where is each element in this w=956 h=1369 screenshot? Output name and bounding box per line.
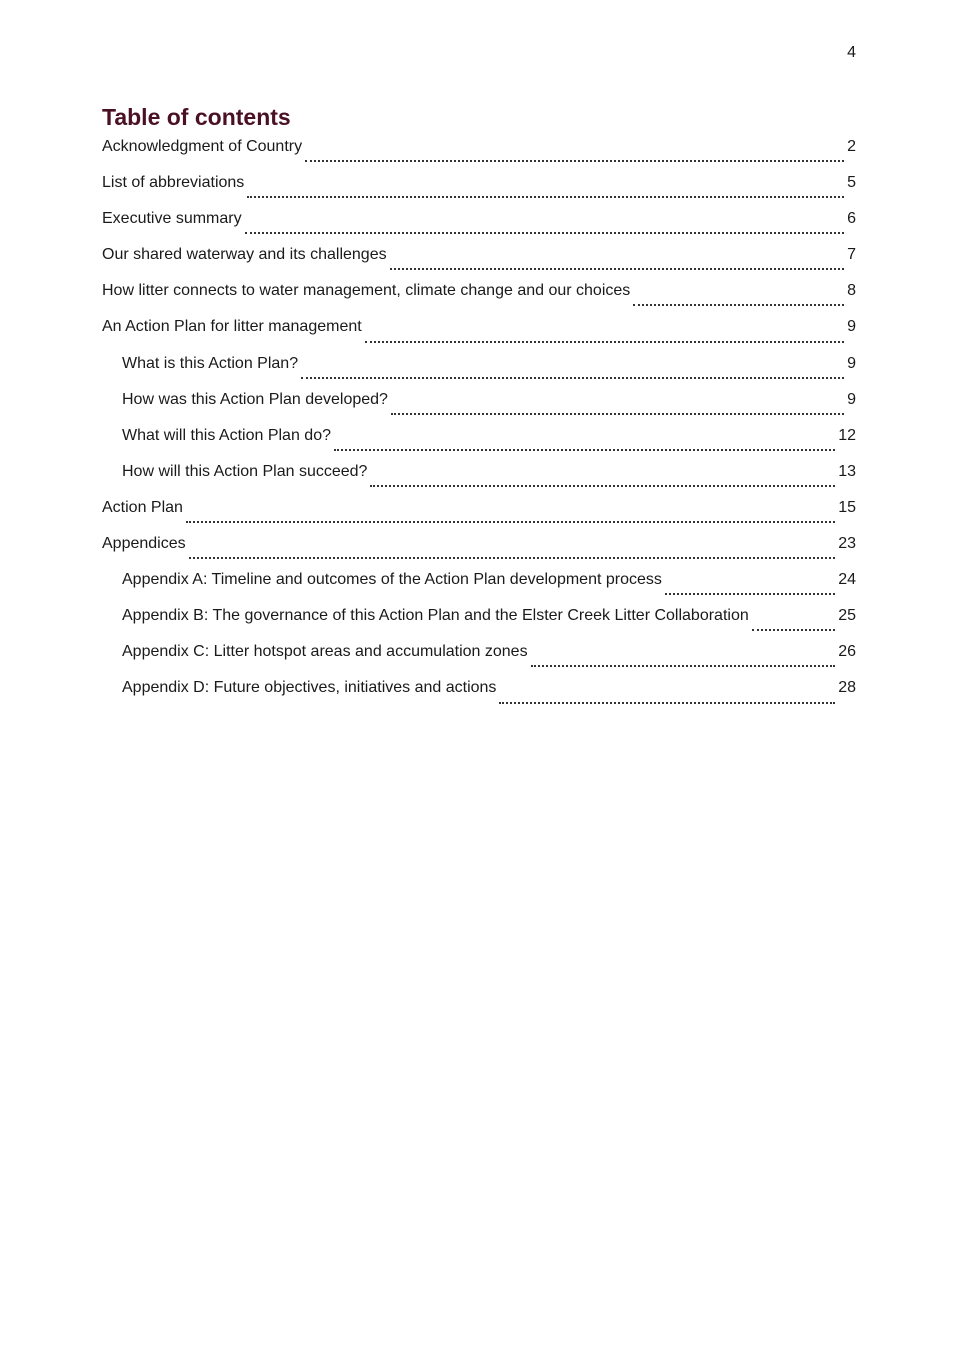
dot-leader bbox=[245, 218, 845, 234]
toc-entry-page: 15 bbox=[838, 498, 856, 516]
toc-entry-what-is-plan[interactable] bbox=[102, 353, 856, 389]
toc-entry-page: 9 bbox=[847, 354, 856, 372]
toc-entry-label: Action Plan bbox=[102, 498, 183, 516]
toc-entry-label: Appendices bbox=[102, 535, 186, 553]
toc-list bbox=[102, 136, 856, 714]
toc-entry-page: 2 bbox=[847, 138, 856, 155]
toc-entry-page: 13 bbox=[838, 462, 856, 480]
dot-leader bbox=[752, 615, 835, 631]
toc-entry-page: 8 bbox=[847, 282, 856, 300]
toc-entry-appendices[interactable] bbox=[102, 533, 856, 569]
toc-entry-label: Appendix A: Timeline and outcomes of the Action Plan development process bbox=[122, 571, 662, 589]
dot-leader bbox=[499, 688, 835, 704]
toc-entry-label: Appendix C: Litter hotspot areas and accumulation zones bbox=[122, 643, 528, 661]
toc-entry-label: What will this Action Plan do? bbox=[122, 426, 331, 444]
toc-entry-litter-connects[interactable] bbox=[102, 280, 856, 316]
dot-leader bbox=[247, 182, 844, 198]
toc-entry-appendix-d[interactable] bbox=[102, 677, 856, 713]
dot-leader bbox=[301, 363, 844, 379]
toc-entry-abbreviations[interactable] bbox=[102, 172, 856, 208]
toc-entry-page: 26 bbox=[838, 643, 856, 661]
toc-entry-label: Appendix D: Future objectives, initiatives and actions bbox=[122, 679, 497, 697]
dot-leader bbox=[633, 290, 844, 306]
dot-leader bbox=[531, 651, 836, 667]
toc-entry-page: 24 bbox=[838, 571, 856, 589]
toc-entry-page: 7 bbox=[847, 246, 856, 264]
toc-entry-page: 5 bbox=[847, 174, 856, 192]
toc-entry-label: What is this Action Plan? bbox=[122, 354, 299, 372]
toc-entry-label: Our shared waterway and its challenges bbox=[102, 246, 387, 264]
toc-entry-appendix-a[interactable] bbox=[102, 569, 856, 605]
toc-entry-label: How will this Action Plan succeed? bbox=[122, 462, 368, 480]
toc-entry-appendix-b[interactable] bbox=[102, 605, 856, 641]
toc-entry-label: How was this Action Plan developed? bbox=[122, 390, 388, 408]
toc-entry-label: Acknowledgment of Country bbox=[102, 138, 303, 155]
toc-entry-label: Executive summary bbox=[102, 210, 242, 228]
toc-entry-label: Appendix B: The governance of this Action Plan and the Elster Creek Litter Collaboration bbox=[122, 607, 749, 625]
toc-entry-acknowledgment[interactable] bbox=[102, 136, 856, 172]
toc-entry-what-will-do[interactable] bbox=[102, 425, 856, 461]
toc-entry-page: 9 bbox=[847, 390, 856, 408]
dot-leader bbox=[305, 146, 844, 162]
dot-leader bbox=[334, 435, 835, 451]
dot-leader bbox=[189, 543, 836, 559]
toc-entry-executive-summary[interactable] bbox=[102, 208, 856, 244]
toc-entry-page: 12 bbox=[838, 426, 856, 444]
toc-entry-appendix-c[interactable] bbox=[102, 641, 856, 677]
toc-entry-shared-waterway[interactable] bbox=[102, 244, 856, 280]
toc-entry-page: 25 bbox=[838, 607, 856, 625]
dot-leader bbox=[370, 471, 835, 487]
dot-leader bbox=[390, 254, 845, 270]
toc-entry-page: 6 bbox=[847, 210, 856, 228]
toc-entry-label: How litter connects to water management, climate change and our choices bbox=[102, 282, 631, 300]
toc-entry-page: 28 bbox=[838, 679, 856, 697]
dot-leader bbox=[391, 399, 844, 415]
toc-entry-how-developed[interactable] bbox=[102, 389, 856, 425]
dot-leader bbox=[186, 507, 835, 523]
toc-entry-action-plan[interactable] bbox=[102, 497, 856, 533]
toc-entry-label: List of abbreviations bbox=[102, 174, 245, 192]
toc-entry-how-succeed[interactable] bbox=[102, 461, 856, 497]
dot-leader bbox=[665, 579, 835, 595]
page-number: 4 bbox=[847, 44, 856, 61]
dot-leader bbox=[365, 327, 844, 343]
toc-entry-page: 9 bbox=[847, 318, 856, 336]
toc-entry-page: 23 bbox=[838, 535, 856, 553]
toc-entry-label: An Action Plan for litter management bbox=[102, 318, 362, 336]
toc-entry-action-plan-litter[interactable] bbox=[102, 316, 856, 352]
toc-title: Table of contents bbox=[102, 104, 291, 130]
